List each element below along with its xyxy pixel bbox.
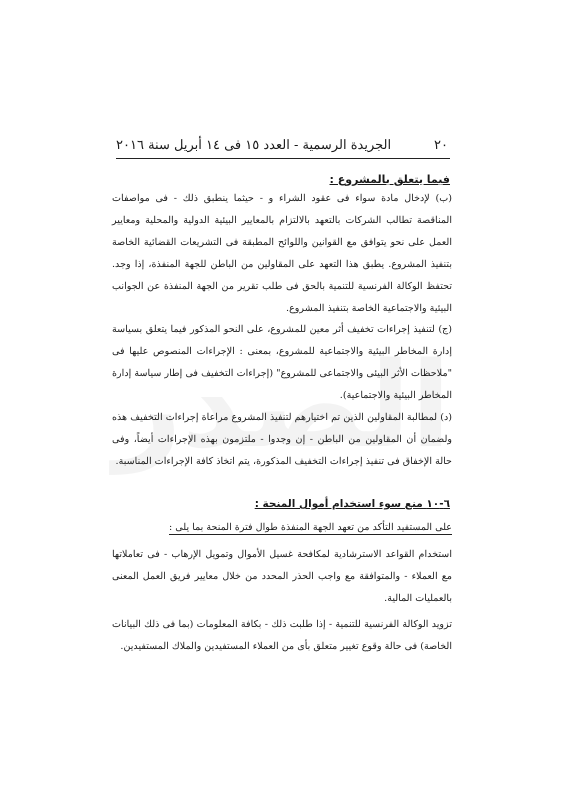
page-number: ٢٠ — [434, 137, 448, 153]
item-b: (ب) لإدخال مادة سواء فى عقود الشراء و - حيثما ينطبق ذلك - فى مواصفات المناقصة تطالب الشركات بالتعهد بالالتزام بالمعايير البيئية الدولية والمحلية ومعايير العمل على نحو يتوافق مع القوانين واللوائح المطبقة فى التشريعات القضائية الخاصة بتنفيذ المشروع. يطبق هذا التعهد على المقاولين من الباطن للجهة المنفذة، إذا وجد. تحتفظ الوكالة الفرنسية للتنمية بالحق فى طلب تقرير من الجهة المنفذة عن الجوانب البيئية والاجتماعية الخاصة بتنفيذ المشروع. — [112, 193, 452, 314]
section-title: فيما يتعلق بالمشروع : — [329, 173, 450, 186]
paragraph-1: استخدام القواعد الاسترشادية لمكافحة غسيل الأموال وتمويل الإرهاب - فى تعاملاتها مع العملاء - والمتوافقة مع واجب الحذر المحدد من خلال معايير فريق العمل المعنى بالعمليات المالية. — [112, 549, 452, 604]
header-rule — [116, 158, 450, 159]
subsection-title: ٦-١٠ منع سوء استخدام أموال المنحة : — [254, 498, 450, 510]
paragraph-2: تزويد الوكالة الفرنسية للتنمية - إذا طلبت ذلك - بكافة المعلومات (بما فى ذلك البيانات الخاصة) فى حالة وقوع تغيير متعلق بأى من العملاء المستفيدين والملاك المستفيدين. — [112, 619, 452, 652]
underlined-intro-line: على المستفيد التأكد من تعهد الجهة المنفذة طوال فترة المنحة بما يلى : — [169, 522, 452, 533]
item-d: (د) لمطالبة المقاولين الذين تم اختيارهم لتنفيذ المشروع مراعاة إجراءات التخفيف هذه ولضمان أن المقاولين من الباطن - إن وجدوا - ملتزمون بهذه الإجراءات أيضاً، وفى حالة الإخفاق فى تنفيذ إجراءات التخفيف المذكورة، يتم اتخاذ كافة الإجراءات المناسبة. — [112, 412, 452, 467]
running-title: الجريدة الرسمية - العدد ١٥ فى ١٤ أبريل سنة ٢٠١٦ — [116, 137, 392, 153]
item-c: (ج) لتنفيذ إجراءات تخفيف أثر معين للمشروع، على النحو المذكور فيما يتعلق بسياسة إدارة المخاطر البيئية والاجتماعية للمشروع، بمعنى : الإجراءات المنصوص عليها فى "ملاحظات الأثر البيئى والاجتماعى للمشروع" (إجراءات التخفيف فى إطار سياسة إدارة المخاطر البيئية والاجتماعية). — [112, 324, 452, 402]
items-block — [112, 188, 452, 473]
page-header — [116, 135, 448, 155]
